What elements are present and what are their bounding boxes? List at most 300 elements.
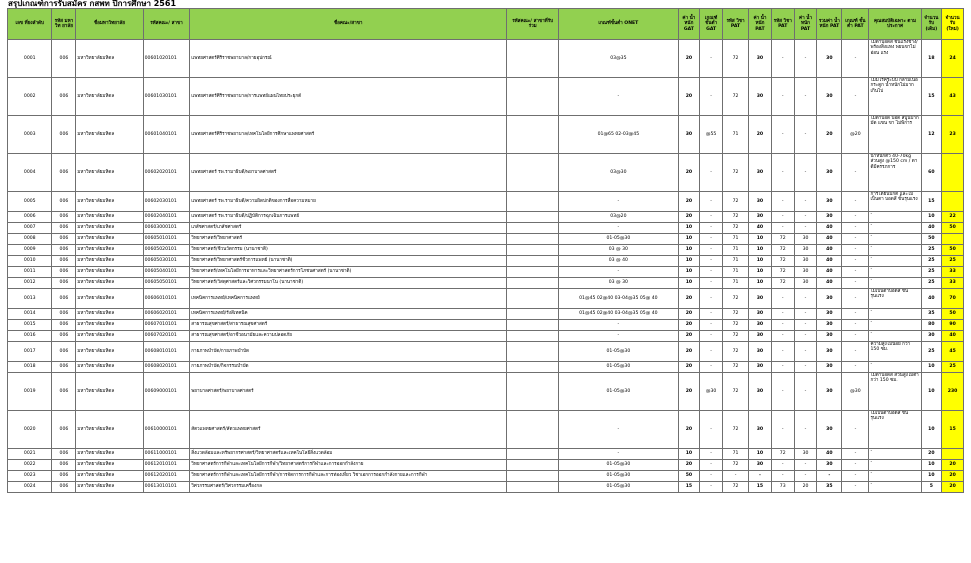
cell-faculty-code: 00608010101 [143, 342, 190, 362]
cell-faculty-code: 00601030101 [143, 78, 190, 116]
cell-uni-name: มหาวิทยาลัยมหิดล [76, 320, 143, 331]
cell-onet: 01-05@30 [559, 471, 678, 482]
cell-uni-name: มหาวิทยาลัยมหิดล [76, 278, 143, 289]
cell-uni-code: 006 [52, 192, 76, 212]
cell-requirements: - [869, 482, 921, 493]
cell-joint-code [507, 331, 559, 342]
cell-faculty-name: แพทยศาสตร์ รพ.รามาธิบดี/พยาบาลศาสตร์ [190, 154, 507, 192]
cell-pat-weight-2: 30 [794, 245, 817, 256]
cell-pat-code-1: 72 [723, 154, 749, 192]
cell-pat-code-2: - [771, 116, 794, 154]
cell-faculty-name: สัตวแพทยศาสตร์/สัตวแพทยศาสตร์ [190, 411, 507, 449]
cell-gat-weight: 15 [678, 482, 700, 493]
cell-seq: 0017 [8, 342, 52, 362]
cell-pat-total: 30 [817, 342, 842, 362]
cell-uni-name: มหาวิทยาลัยมหิดล [76, 460, 143, 471]
cell-uni-code: 006 [52, 154, 76, 192]
cell-seq: 0004 [8, 154, 52, 192]
cell-gat-weight: 10 [678, 256, 700, 267]
cell-uni-name: มหาวิทยาลัยมหิดล [76, 309, 143, 320]
cell-gat-weight: 20 [678, 373, 700, 411]
cell-pat-code-2: 73 [771, 482, 794, 493]
cell-pat-total: 20 [817, 116, 842, 154]
admission-criteria-table [7, 8, 964, 493]
cell-onet: 03 @ 40 [559, 256, 678, 267]
cell-gat-min: - [700, 234, 723, 245]
cell-joint-code [507, 449, 559, 460]
cell-pat-code-2: - [771, 309, 794, 320]
cell-pat-weight-2: - [794, 373, 817, 411]
cell-pat-min: - [842, 471, 869, 482]
cell-pat-min: - [842, 342, 869, 362]
cell-onet: - [559, 267, 678, 278]
cell-requirements: - [869, 449, 921, 460]
cell-pat-code-2: 72 [771, 256, 794, 267]
cell-seats-old: 10 [921, 212, 942, 223]
cell-pat-weight-1: 30 [749, 192, 772, 212]
cell-pat-min: - [842, 449, 869, 460]
cell-uni-code: 006 [52, 40, 76, 78]
cell-gat-min: - [700, 411, 723, 449]
cell-seats-old: 10 [921, 411, 942, 449]
cell-gat-min: - [700, 245, 723, 256]
cell-pat-code-2: - [771, 362, 794, 373]
cell-seq: 0019 [8, 373, 52, 411]
cell-pat-code-1: 72 [723, 212, 749, 223]
cell-uni-code: 006 [52, 212, 76, 223]
cell-pat-min: - [842, 40, 869, 78]
cell-pat-weight-1: 30 [749, 373, 772, 411]
cell-requirements: - [869, 256, 921, 267]
cell-faculty-name: แพทยศาสตร์ศิริราชพยาบาล/เทคโนโลยีการศึกษาแพทยศาสตร์ [190, 116, 507, 154]
cell-pat-weight-1: 30 [749, 309, 772, 320]
cell-faculty-name: พยาบาลศาสตร์/พยาบาลศาสตร์ [190, 373, 507, 411]
table-row [8, 245, 964, 256]
cell-faculty-code: 00613010101 [143, 482, 190, 493]
cell-joint-code [507, 154, 559, 192]
cell-requirements: - [869, 223, 921, 234]
cell-faculty-code: 00607020101 [143, 331, 190, 342]
cell-pat-min: - [842, 256, 869, 267]
cell-requirements: ไม่เป็นตาบอดสี ขั้นรุนแรง [869, 289, 921, 309]
cell-onet: - [559, 78, 678, 116]
cell-pat-weight-1: 30 [749, 78, 772, 116]
cell-pat-weight-2: - [794, 331, 817, 342]
cell-gat-min: - [700, 223, 723, 234]
cell-gat-weight: 20 [678, 40, 700, 78]
cell-uni-name: มหาวิทยาลัยมหิดล [76, 342, 143, 362]
cell-gat-min: - [700, 192, 723, 212]
cell-pat-code-1: 72 [723, 309, 749, 320]
cell-requirements: ไม่ตาบอด บอด สีบูนบาก มัด แขน ขา ไม่พิการ [869, 116, 921, 154]
cell-gat-weight: 20 [678, 342, 700, 362]
cell-faculty-code: 00605040101 [143, 267, 190, 278]
cell-pat-weight-2: - [794, 116, 817, 154]
cell-pat-weight-2: 30 [794, 278, 817, 289]
cell-pat-min: - [842, 234, 869, 245]
cell-joint-code [507, 362, 559, 373]
cell-seats-new: 40 [942, 331, 964, 342]
cell-pat-min: - [842, 289, 869, 309]
cell-seats-new: 90 [942, 320, 964, 331]
cell-uni-name: มหาวิทยาลัยมหิดล [76, 331, 143, 342]
cell-uni-name: มหาวิทยาลัยมหิดล [76, 449, 143, 460]
cell-faculty-code: 00606020101 [143, 309, 190, 320]
cell-gat-min: - [700, 78, 723, 116]
cell-gat-min: - [700, 471, 723, 482]
col-header-seats-new: จำนวน รับ (ใหม่) [942, 9, 964, 40]
cell-pat-weight-1: 10 [749, 234, 772, 245]
cell-pat-min: - [842, 78, 869, 116]
cell-pat-code-2: - [771, 331, 794, 342]
cell-faculty-name: วิทยาศาสตร์/วิทยาศาสตร์ [190, 234, 507, 245]
cell-pat-code-2: - [771, 460, 794, 471]
cell-gat-weight: 20 [678, 362, 700, 373]
cell-gat-weight: 20 [678, 309, 700, 320]
cell-seq: 0003 [8, 116, 52, 154]
cell-requirements: ไม่ตาบอดสี ชนแรงข้าง/ พร้องสิ่งแทง พยนขาไม่อ่อน แรง [869, 40, 921, 78]
cell-pat-code-2: - [771, 192, 794, 212]
cell-requirements: - [869, 331, 921, 342]
cell-gat-min: @55 [700, 116, 723, 154]
table-row [8, 373, 964, 411]
cell-pat-code-2: 72 [771, 449, 794, 460]
table-row [8, 289, 964, 309]
cell-pat-total: 30 [817, 78, 842, 116]
cell-uni-code: 006 [52, 342, 76, 362]
cell-pat-weight-2: - [794, 154, 817, 192]
cell-pat-code-1: 71 [723, 449, 749, 460]
cell-pat-total: 30 [817, 40, 842, 78]
cell-gat-weight: 20 [678, 411, 700, 449]
cell-pat-min: - [842, 482, 869, 493]
table-row [8, 154, 964, 192]
cell-pat-code-1: 72 [723, 342, 749, 362]
cell-pat-weight-1: 10 [749, 278, 772, 289]
cell-gat-weight: 20 [678, 192, 700, 212]
cell-seats-new: 22 [942, 212, 964, 223]
cell-requirements: น้ำหนักตัว 40-70kg ส่วนสูง @150 cm / ตาดีมีครรภการ [869, 154, 921, 192]
cell-pat-weight-1: 30 [749, 362, 772, 373]
cell-uni-code: 006 [52, 320, 76, 331]
cell-uni-code: 006 [52, 460, 76, 471]
cell-pat-weight-1: 30 [749, 212, 772, 223]
cell-uni-code: 006 [52, 234, 76, 245]
cell-seq: 0018 [8, 362, 52, 373]
cell-pat-weight-2: - [794, 460, 817, 471]
cell-seats-new: 43 [942, 78, 964, 116]
cell-pat-code-1: 71 [723, 245, 749, 256]
cell-faculty-code: 00612020101 [143, 471, 190, 482]
cell-pat-min: - [842, 309, 869, 320]
cell-seats-new: 70 [942, 289, 964, 309]
cell-pat-weight-2: - [794, 212, 817, 223]
cell-uni-name: มหาวิทยาลัยมหิดล [76, 289, 143, 309]
cell-requirements: - [869, 362, 921, 373]
cell-pat-weight-2: - [794, 362, 817, 373]
col-header-pat-code-2: รหัส วิชา PAT [771, 9, 794, 40]
cell-uni-name: มหาวิทยาลัยมหิดล [76, 245, 143, 256]
cell-faculty-name: เภสัชศาสตร์/เภสัชศาสตร์ [190, 223, 507, 234]
cell-gat-min: @30 [700, 373, 723, 411]
cell-seq: 0023 [8, 471, 52, 482]
cell-pat-total: 40 [817, 245, 842, 256]
cell-faculty-code: 00602030101 [143, 192, 190, 212]
cell-pat-code-2: - [771, 471, 794, 482]
cell-joint-code [507, 212, 559, 223]
cell-seats-old: 25 [921, 267, 942, 278]
cell-pat-code-1: 71 [723, 278, 749, 289]
cell-requirements: - [869, 309, 921, 320]
cell-gat-min: - [700, 212, 723, 223]
cell-uni-code: 006 [52, 116, 76, 154]
cell-onet: 03 @ 30 [559, 278, 678, 289]
cell-requirements: - [869, 267, 921, 278]
cell-faculty-code: 00607010101 [143, 320, 190, 331]
cell-gat-weight: 20 [678, 289, 700, 309]
cell-seq: 0006 [8, 212, 52, 223]
cell-uni-code: 006 [52, 245, 76, 256]
cell-pat-total: 30 [817, 192, 842, 212]
cell-pat-weight-2: - [794, 411, 817, 449]
cell-seats-new [942, 234, 964, 245]
cell-pat-min: - [842, 154, 869, 192]
cell-faculty-code: 00605030101 [143, 256, 190, 267]
cell-uni-code: 006 [52, 256, 76, 267]
col-header-requirements: คุณสมบัติเฉพาะ ตามประกาศ [869, 9, 921, 40]
cell-pat-total: 30 [817, 411, 842, 449]
col-header-seats-old: จำนวน รับ (เดิม) [921, 9, 942, 40]
cell-pat-weight-1: 30 [749, 460, 772, 471]
cell-requirements: ความสูงไม่น้อย กว่า 150 ซม. [869, 342, 921, 362]
cell-joint-code [507, 289, 559, 309]
cell-pat-min: - [842, 223, 869, 234]
cell-faculty-name: กายภาพบำบัด/กิจกรรมบำบัด [190, 362, 507, 373]
cell-uni-name: มหาวิทยาลัยมหิดล [76, 116, 143, 154]
cell-joint-code [507, 460, 559, 471]
cell-gat-min: - [700, 449, 723, 460]
cell-pat-code-1: 71 [723, 116, 749, 154]
cell-onet: 01-05@30 [559, 460, 678, 471]
cell-pat-code-2: - [771, 78, 794, 116]
cell-pat-total: 40 [817, 223, 842, 234]
cell-pat-min: - [842, 460, 869, 471]
cell-requirements: - [869, 278, 921, 289]
cell-seq: 0016 [8, 331, 52, 342]
cell-joint-code [507, 411, 559, 449]
cell-gat-min: - [700, 278, 723, 289]
cell-pat-min: @30 [842, 373, 869, 411]
col-header-gat-weight: ค่า น้ำหนัก GAT [678, 9, 700, 40]
cell-pat-weight-1: 10 [749, 267, 772, 278]
table-row [8, 460, 964, 471]
cell-joint-code [507, 267, 559, 278]
cell-faculty-code: 00612010101 [143, 460, 190, 471]
cell-seats-new: 33 [942, 267, 964, 278]
cell-gat-min: - [700, 154, 723, 192]
cell-gat-min: - [700, 40, 723, 78]
col-header-pat-weight-2: ค่า น้ำหนัก PAT [794, 9, 817, 40]
cell-pat-code-1: 72 [723, 411, 749, 449]
cell-pat-min: - [842, 245, 869, 256]
cell-seats-old: 5 [921, 482, 942, 493]
cell-pat-weight-1: 30 [749, 331, 772, 342]
cell-pat-weight-2: - [794, 192, 817, 212]
cell-seq: 0008 [8, 234, 52, 245]
page-title: สรุปเกณฑ์การรับสมัคร กสพท ปีการศึกษา 2561 [8, 0, 177, 8]
cell-uni-code: 006 [52, 482, 76, 493]
cell-requirements: ไม่ตาบอดสี ส่วนสูงไม่ต่ำกว่า 150 ซม. [869, 373, 921, 411]
cell-onet: 01@65 02-03@45 [559, 116, 678, 154]
col-header-uni-code: รหัส มหาวิท ยาลัย [52, 9, 76, 40]
cell-gat-min: - [700, 309, 723, 320]
cell-pat-weight-2: - [794, 40, 817, 78]
cell-faculty-name: วิทยาศาสตร์/เทคโนโลยีการอาหารและวิทยาศาสตร์การโภชนศาสตร์ (นานาชาติ) [190, 267, 507, 278]
cell-onet: - [559, 449, 678, 460]
cell-pat-code-2: - [771, 154, 794, 192]
cell-uni-code: 006 [52, 289, 76, 309]
cell-pat-total: 30 [817, 212, 842, 223]
cell-pat-code-2: - [771, 411, 794, 449]
cell-pat-code-1: 72 [723, 78, 749, 116]
cell-joint-code [507, 234, 559, 245]
cell-pat-weight-1: 30 [749, 40, 772, 78]
cell-seats-new: 230 [942, 373, 964, 411]
cell-seats-old: 15 [921, 78, 942, 116]
cell-seats-new: 50 [942, 223, 964, 234]
table-row [8, 411, 964, 449]
cell-pat-code-1: - [723, 471, 749, 482]
col-header-joint-code: รหัสคณะ/ สาขาที่รับ ร่วม [507, 9, 559, 40]
col-header-pat-min: เกณฑ์ ขั้นต่ำ PAT [842, 9, 869, 40]
cell-seats-new: 50 [942, 309, 964, 320]
table-row [8, 267, 964, 278]
cell-uni-code: 006 [52, 449, 76, 460]
cell-faculty-name: แพทยศาสตร์ รพ.รามาธิบดี/ความผิดปกติของการสื่อความหมาย [190, 192, 507, 212]
table-row [8, 40, 964, 78]
cell-pat-weight-1: 30 [749, 320, 772, 331]
cell-pat-weight-2: - [794, 289, 817, 309]
cell-pat-code-1: 72 [723, 331, 749, 342]
cell-onet: - [559, 411, 678, 449]
cell-gat-weight: 20 [678, 154, 700, 192]
cell-onet: 01@45 02@40 03-04@35 05@ 40 [559, 289, 678, 309]
cell-pat-weight-2: - [794, 471, 817, 482]
cell-seq: 0024 [8, 482, 52, 493]
cell-uni-name: มหาวิทยาลัยมหิดล [76, 40, 143, 78]
col-header-seq: เลข ที่ยงลำดับ [8, 9, 52, 40]
cell-pat-weight-2: - [794, 223, 817, 234]
cell-uni-name: มหาวิทยาลัยมหิดล [76, 154, 143, 192]
cell-pat-code-1: 72 [723, 289, 749, 309]
cell-uni-code: 006 [52, 471, 76, 482]
cell-joint-code [507, 309, 559, 320]
cell-pat-code-2: - [771, 289, 794, 309]
cell-seats-new: 20 [942, 471, 964, 482]
cell-onet: 03@20 [559, 212, 678, 223]
cell-uni-code: 006 [52, 309, 76, 320]
cell-seats-old: 25 [921, 256, 942, 267]
cell-joint-code [507, 116, 559, 154]
cell-faculty-code: 00602020101 [143, 154, 190, 192]
cell-uni-code: 006 [52, 411, 76, 449]
table-row [8, 362, 964, 373]
cell-pat-weight-1: 30 [749, 289, 772, 309]
header-row [8, 9, 964, 40]
table-row [8, 223, 964, 234]
cell-seq: 0010 [8, 256, 52, 267]
cell-faculty-code: 00601040101 [143, 116, 190, 154]
cell-uni-code: 006 [52, 223, 76, 234]
cell-seats-old: 40 [921, 223, 942, 234]
cell-pat-weight-1: 30 [749, 342, 772, 362]
cell-faculty-code: 00609000101 [143, 373, 190, 411]
cell-seats-new: 33 [942, 278, 964, 289]
cell-faculty-code: 00602040101 [143, 212, 190, 223]
cell-faculty-name: วิทยาศาสตร์/ชีวนวัตกรรม (นานาชาติ) [190, 245, 507, 256]
cell-seq: 0021 [8, 449, 52, 460]
cell-pat-code-1: 72 [723, 460, 749, 471]
cell-seats-new: 50 [942, 245, 964, 256]
cell-pat-weight-1: 30 [749, 154, 772, 192]
cell-seq: 0011 [8, 267, 52, 278]
cell-onet: 01@45 02@40 03-04@35 05@ 40 [559, 309, 678, 320]
cell-onet: - [559, 331, 678, 342]
cell-pat-weight-2: 20 [794, 482, 817, 493]
cell-seats-old: 80 [921, 320, 942, 331]
cell-joint-code [507, 342, 559, 362]
cell-pat-min: - [842, 267, 869, 278]
col-header-gat-min: เกณฑ์ ขั้นต่ำ GAT [700, 9, 723, 40]
cell-seats-old: 50 [921, 234, 942, 245]
cell-pat-min: - [842, 212, 869, 223]
cell-pat-weight-1: 20 [749, 116, 772, 154]
cell-pat-min: - [842, 331, 869, 342]
cell-seats-old: 30 [921, 331, 942, 342]
cell-faculty-name: สาธารณสุขศาสตร์/อาชีวอนามัยและความปลอดภัย [190, 331, 507, 342]
cell-seats-new [942, 154, 964, 192]
cell-pat-total: - [817, 471, 842, 482]
cell-gat-weight: 20 [678, 212, 700, 223]
cell-faculty-name: เทคนิคการแพทย์/รังสีเทคนิค [190, 309, 507, 320]
cell-faculty-name: แพทยศาสตร์ รพ.รามาธิบดี/ปฏิบัติการฉุกเฉินการแพทย์ [190, 212, 507, 223]
cell-pat-code-2: 72 [771, 278, 794, 289]
table-row [8, 449, 964, 460]
cell-pat-weight-2: 30 [794, 256, 817, 267]
cell-onet: 03 @ 30 [559, 245, 678, 256]
cell-requirements: - [869, 245, 921, 256]
cell-faculty-name: เทคนิคการแพทย์/เทคนิคการแพทย์ [190, 289, 507, 309]
cell-uni-name: มหาวิทยาลัยมหิดล [76, 362, 143, 373]
cell-requirements: - [869, 320, 921, 331]
cell-pat-weight-2: 30 [794, 449, 817, 460]
cell-onet: 01-05@30 [559, 373, 678, 411]
cell-pat-code-2: - [771, 320, 794, 331]
cell-faculty-code: 00608020101 [143, 362, 190, 373]
cell-faculty-code: 00603000101 [143, 223, 190, 234]
cell-joint-code [507, 223, 559, 234]
cell-gat-min: - [700, 320, 723, 331]
cell-gat-min: - [700, 362, 723, 373]
table-row [8, 309, 964, 320]
cell-seats-new: 23 [942, 116, 964, 154]
cell-faculty-name: กายภาพบำบัด/กายภาพบำบัด [190, 342, 507, 362]
cell-seats-old: 40 [921, 289, 942, 309]
cell-uni-code: 006 [52, 267, 76, 278]
cell-pat-code-2: 72 [771, 234, 794, 245]
cell-seq: 0007 [8, 223, 52, 234]
cell-onet: 01-05@30 [559, 342, 678, 362]
